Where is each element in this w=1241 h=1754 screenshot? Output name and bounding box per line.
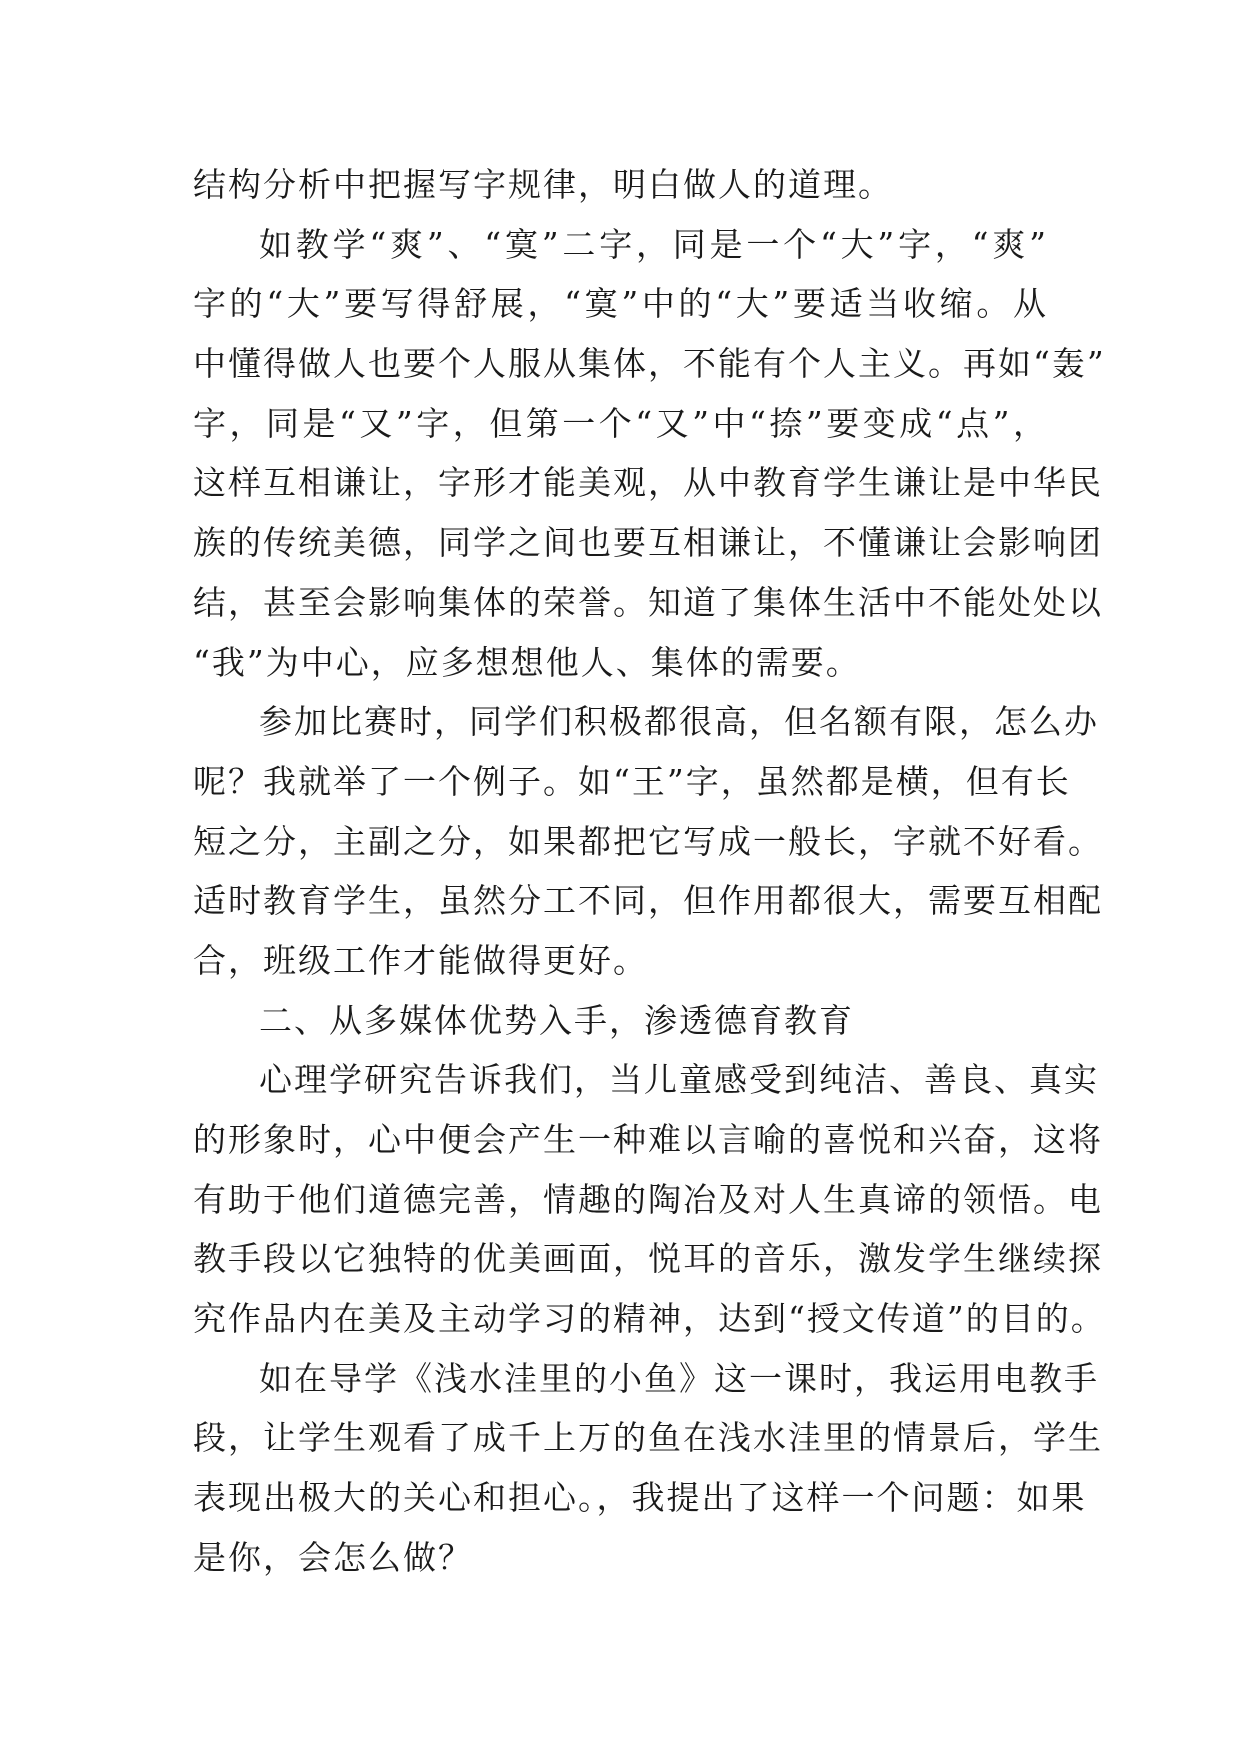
text-line: 适时教育学生，虽然分工不同，但作用都很大，需要互相配 (193, 881, 1103, 921)
text-line: 字的“大”要写得舒展，“寞”中的“大”要适当收缩。从 (193, 284, 1048, 324)
text-line: 段，让学生观看了成千上万的鱼在浅水洼里的情景后，学生 (193, 1418, 1103, 1458)
text-line: “我”为中心，应多想想他人、集体的需要。 (193, 642, 861, 682)
text-line: 是你，会怎么做？ (193, 1537, 473, 1577)
text-line: 族的传统美德，同学之间也要互相谦让，不懂谦让会影响团 (193, 523, 1103, 563)
text-line: 教手段以它独特的优美画面，悦耳的音乐，激发学生继续探 (193, 1239, 1103, 1279)
text-line: 短之分，主副之分，如果都把它写成一般长，字就不好看。 (193, 821, 1103, 861)
text-line: 结，甚至会影响集体的荣誉。知道了集体生活中不能处处以 (193, 582, 1103, 622)
text-line: 合，班级工作才能做得更好。 (193, 940, 648, 980)
text-line: 参加比赛时，同学们积极都很高，但名额有限，怎么办 (259, 702, 1099, 742)
text-line: 究作品内在美及主动学习的精神，达到“授文传道”的目的。 (193, 1299, 1106, 1339)
section-heading: 二、从多媒体优势入手，渗透德育教育 (259, 1000, 854, 1040)
text-line: 呢？我就举了一个例子。如“王”字，虽然都是横，但有长 (193, 761, 1071, 801)
text-line: 如教学“爽”、“寞”二字，同是一个“大”字，“爽” (259, 224, 1048, 264)
text-line: 如在导学《浅水洼里的小鱼》这一课时，我运用电教手 (259, 1358, 1099, 1398)
text-line: 结构分析中把握写字规律，明白做人的道理。 (193, 165, 893, 204)
text-line: 中懂得做人也要个人服从集体，不能有个人主义。再如“轰” (193, 344, 1106, 384)
text-line: 有助于他们道德完善，情趣的陶冶及对人生真谛的领悟。电 (193, 1179, 1103, 1219)
text-line: 的形象时，心中便会产生一种难以言喻的喜悦和兴奋，这将 (193, 1120, 1103, 1159)
text-line: 表现出极大的关心和担心。，我提出了这样一个问题：如果 (193, 1478, 1087, 1518)
text-line: 字，同是“又”字，但第一个“又”中“捺”要变成“点”， (193, 403, 1048, 443)
document-body (193, 155, 1106, 1588)
text-line: 这样互相谦让，字形才能美观，从中教育学生谦让是中华民 (193, 463, 1103, 503)
text-line: 心理学研究告诉我们，当儿童感受到纯洁、善良、真实 (259, 1060, 1099, 1100)
